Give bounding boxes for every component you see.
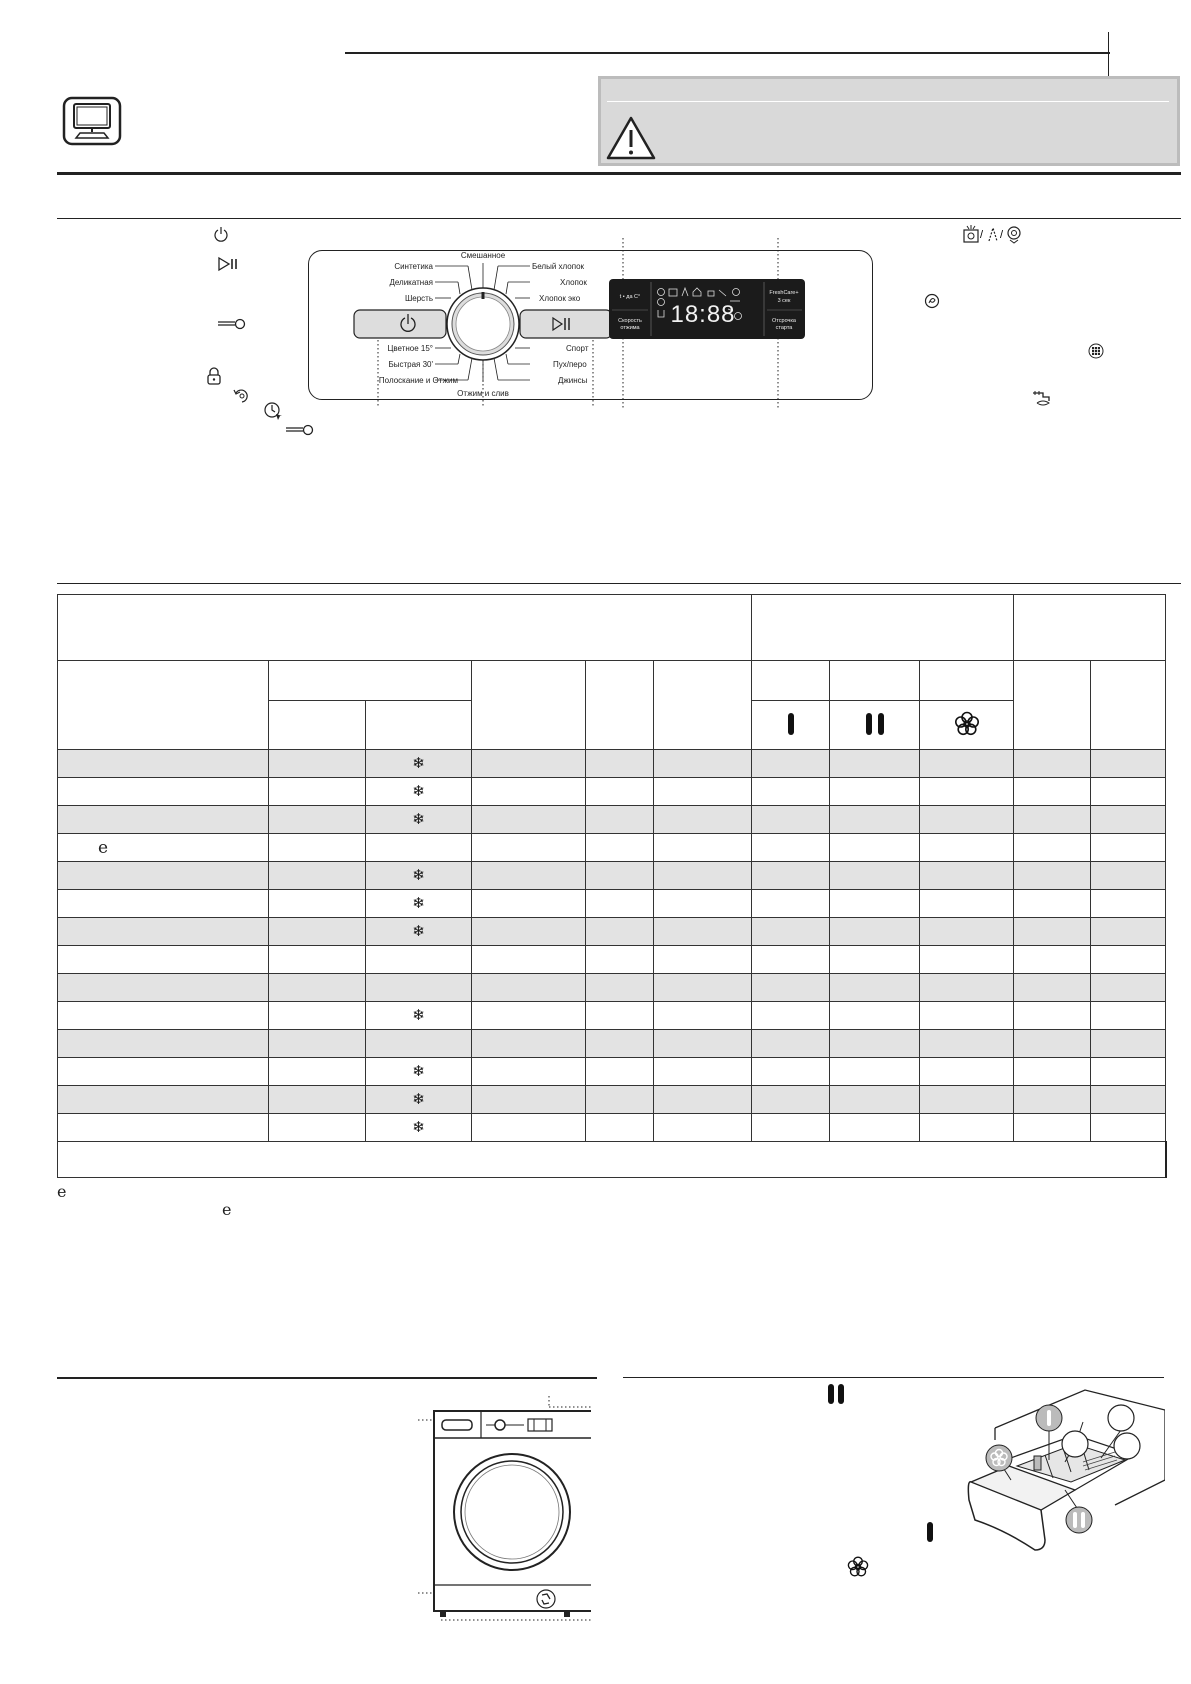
cold-icon: ❄ [412,867,425,884]
table-cell [58,862,269,890]
table-cell [366,750,472,778]
display-digits: 18:88 [670,301,736,328]
table-cell [472,946,586,974]
table-cell [1014,890,1091,918]
table-row [58,946,1166,974]
delay-clock-icon [263,401,283,421]
table-cell [920,834,1014,862]
table-cell [586,862,654,890]
table-cell [1014,806,1091,834]
table-cell [366,1086,472,1114]
compartment-3-header [920,661,1014,701]
table-cell [654,946,752,974]
table-cell [1091,806,1166,834]
table-cell [472,778,586,806]
cold-icon: ❄ [412,1063,425,1080]
table-cell [654,1002,752,1030]
table-cell [586,1002,654,1030]
table-cell [752,1058,830,1086]
table-cell [654,974,752,1002]
table-cell [269,862,366,890]
table-cell [654,918,752,946]
table-cell [58,1002,269,1030]
temp-range-header [366,701,472,750]
table-cell [1091,1058,1166,1086]
table-cell [654,1058,752,1086]
table-cell [1014,778,1091,806]
start-pause-icon [217,256,239,272]
table-cell [366,862,472,890]
table-cell [752,974,830,1002]
table-cell [654,862,752,890]
table-cell [1091,918,1166,946]
table-cell [472,1002,586,1030]
freshcare-button-label-1[interactable]: FreshCare+ [769,290,799,296]
energy-header [1014,661,1091,750]
table-cell [830,778,920,806]
table-cell [586,1030,654,1058]
load-header [586,661,654,750]
detergent-group-header [752,595,1014,661]
table-footnote-cell [58,1142,1166,1178]
table-cell [586,918,654,946]
delay-button-label-2[interactable]: старта [775,325,793,331]
table-row [58,890,1166,918]
program-right-0: Белый хлопок [532,262,585,271]
svg-text:/: / [1000,229,1004,241]
table-cell [366,1058,472,1086]
softener-icon-cell [920,701,1014,750]
table-row [58,1002,1166,1030]
table-cell [1091,1086,1166,1114]
table-cell [472,806,586,834]
mainwash-icon-a [866,713,872,735]
footnote-eco-icon-2: e [222,1200,232,1219]
table-cell [1091,834,1166,862]
table-cell [586,834,654,862]
table-cell [752,862,830,890]
table-row [58,834,1166,862]
table-cell [1014,862,1091,890]
table-cell [654,1030,752,1058]
table-cell [366,806,472,834]
table-cell [472,890,586,918]
drawer-prewash-icon [927,1522,933,1542]
table-cell [752,946,830,974]
table-cell [830,834,920,862]
table-cell [752,778,830,806]
table-cell [269,778,366,806]
cold-icon: ❄ [412,923,425,940]
freshcare-button-label-2[interactable]: 3 сек [777,298,791,304]
program-right-5: Джинсы [558,376,588,385]
table-cell [752,1030,830,1058]
table-cell [586,974,654,1002]
table-cell [269,806,366,834]
table-cell [366,1002,472,1030]
table-cell [830,918,920,946]
table-cell [472,1086,586,1114]
program-right-4: Пух/перо [553,360,587,369]
eco-icon: e [98,837,109,858]
table-cell [269,974,366,1002]
compartment-1-header [752,661,830,701]
cold-icon: ❄ [412,783,425,800]
drawer-softener-icon [846,1555,870,1579]
program-left-5: Полоскание и Отжим [378,376,458,385]
table-cell [654,778,752,806]
program-top: Смешанное [460,251,506,260]
table-cell [1091,778,1166,806]
table-cell [920,918,1014,946]
table-cell [58,1114,269,1142]
table-row [58,862,1166,890]
table-cell [586,890,654,918]
program-right-3: Спорт [566,344,589,353]
table-cell [1091,750,1166,778]
duration-header [654,661,752,750]
program-left-3: Цветное 15° [387,344,433,353]
table-cell [58,1058,269,1086]
table-cell [58,946,269,974]
table-cell [269,890,366,918]
table-cell [654,1086,752,1114]
svg-text:/: / [980,229,984,241]
table-cell [1014,834,1091,862]
softener-flower-icon [953,710,981,738]
program-left-4: Быстрая 30' [388,360,433,369]
control-panel-drawing [308,230,908,410]
table-cell [1014,1114,1091,1142]
table-cell [654,890,752,918]
table-row [58,750,1166,778]
warning-inner-rule [607,101,1169,102]
table-cell [472,1058,586,1086]
table-row [58,1114,1166,1142]
table-cell [58,750,269,778]
table-cell [366,1114,472,1142]
table-cell [752,750,830,778]
table-cell [920,1114,1014,1142]
cold-icon: ❄ [412,1007,425,1024]
program-left-1: Деликатная [389,278,433,287]
table-cell [920,1086,1014,1114]
table-cell [269,834,366,862]
table-cell [1091,1030,1166,1058]
table-cell [830,1058,920,1086]
table-cell [920,1002,1014,1030]
tap-drain-icon [1031,389,1057,407]
table-cell [1014,1086,1091,1114]
table-cell [830,1002,920,1030]
consumption-group-header [1014,595,1166,661]
table-row [58,974,1166,1002]
cold-icon: ❄ [412,811,425,828]
mainwash-icon-b [878,713,884,735]
table-cell [830,1030,920,1058]
detergent-drawer-drawing [965,1380,1165,1560]
table-row [58,1030,1166,1058]
temp-button-label[interactable]: t • да C° [619,294,641,300]
table-cell [586,1086,654,1114]
compartment-2-header [830,661,920,701]
prewash-icon [788,713,794,735]
footnote-eco-icon-1: e [57,1182,67,1201]
table-cell [472,1114,586,1142]
table-cell [58,890,269,918]
table-cell [366,834,472,862]
table-row [58,918,1166,946]
table-cell [472,862,586,890]
fresh-care-icon [924,293,940,309]
table-cell [920,750,1014,778]
table-cell [366,946,472,974]
section-rule-machine [57,1377,597,1379]
table-cell [58,806,269,834]
table-cell [830,890,920,918]
program-left-2: Шерсть [404,294,433,303]
table-cell [366,890,472,918]
washing-machine-drawing [416,1395,591,1625]
table-cell [1014,1030,1091,1058]
table-cell [1091,946,1166,974]
table-cell [752,1114,830,1142]
warning-box [598,76,1180,166]
lock-icon [206,367,222,385]
table-cell [58,778,269,806]
cold-icon: ❄ [412,895,425,912]
table-cell [586,750,654,778]
table-cell [1091,974,1166,1002]
table-cell [366,974,472,1002]
table-cell [1091,862,1166,890]
table-cell [586,946,654,974]
table-cell [920,1030,1014,1058]
table-cell [830,1114,920,1142]
table-cell [752,890,830,918]
table-cell [1014,1002,1091,1030]
water-header [1091,661,1166,750]
table-title-cell [58,595,752,661]
power-icon [213,226,229,242]
section-rule-drawer [623,1377,1164,1378]
program-header [58,661,269,750]
table-cell [366,918,472,946]
table-cell [752,918,830,946]
table-cell [58,918,269,946]
program-right-1: Хлопок [560,278,587,287]
prewash-icon-cell [752,701,830,750]
program-table [57,594,1165,1178]
table-cell [472,974,586,1002]
rinse-cycle-icon [232,387,252,405]
table-cell [752,806,830,834]
table-cell [58,1086,269,1114]
table-row [58,778,1166,806]
table-row [58,1058,1166,1086]
table-cell [269,1002,366,1030]
section-rule-table [57,583,1181,584]
table-cell [830,806,920,834]
table-cell [269,1114,366,1142]
table-cell [752,1002,830,1030]
table-cell [920,1058,1014,1086]
table-cell [586,1058,654,1086]
table-cell [586,778,654,806]
table-cell [830,750,920,778]
table-row [58,806,1166,834]
table-cell [269,1086,366,1114]
table-cell [472,1030,586,1058]
table-cell [654,834,752,862]
table-cell [830,974,920,1002]
table-cell [920,890,1014,918]
table-cell [654,1114,752,1142]
table-cell [654,806,752,834]
header-top-rule [345,52,1110,54]
table-cell [1014,974,1091,1002]
table-cell [654,750,752,778]
section-rule-panel [57,218,1181,219]
drawer-mainwash-icon-b [838,1384,844,1404]
cold-icon: ❄ [412,1119,425,1136]
cold-icon: ❄ [412,1091,425,1108]
table-cell [920,862,1014,890]
table-cell [269,1030,366,1058]
drawer-mainwash-icon-a [828,1384,834,1404]
table-cell [586,806,654,834]
spin-button-label-2[interactable]: отжима [620,325,640,331]
key-icon [217,317,247,331]
table-cell [752,1086,830,1114]
table-cell [1014,918,1091,946]
table-cell [1091,1114,1166,1142]
table-cell [920,946,1014,974]
table-cell [1014,946,1091,974]
monitor-icon [62,96,122,146]
table-cell [366,778,472,806]
table-cell [1014,750,1091,778]
program-left-0: Синтетика [394,262,433,271]
table-cell [830,862,920,890]
header-bottom-rule [57,172,1181,175]
temperature-header [269,661,472,701]
table-cell [269,946,366,974]
table-cell [269,750,366,778]
mainwash-icon-cell [830,701,920,750]
table-cell [920,778,1014,806]
program-right-2: Хлопок эко [539,294,581,303]
cold-icon: ❄ [412,755,425,772]
header-tick [1108,32,1109,76]
table-cell [920,806,1014,834]
table-cell [920,974,1014,1002]
table-cell [1014,1058,1091,1086]
table-cell [472,750,586,778]
key-icon-2 [285,423,315,437]
table-cell [830,1086,920,1114]
table-row [58,1086,1166,1114]
table-cell [1091,890,1166,918]
table-cell [58,1030,269,1058]
wash-rinse-spin-icons [962,224,1024,244]
delay-button-label-1[interactable]: Отсрочка [772,318,796,324]
table-cell [1091,1002,1166,1030]
table-cell [58,834,269,862]
grid-icon [1088,343,1104,359]
table-cell [586,1114,654,1142]
temp-default-header [269,701,366,750]
table-cell [269,918,366,946]
table-cell [752,834,830,862]
spin-header [472,661,586,750]
table-cell [830,946,920,974]
table-cell [58,974,269,1002]
table-cell [472,918,586,946]
table-cell [366,1030,472,1058]
table-cell [269,1058,366,1086]
warning-triangle-icon [605,115,657,161]
program-bottom: Отжим и слив [457,389,509,398]
spin-button-label-1[interactable]: Скорость [618,318,642,324]
table-cell [472,834,586,862]
